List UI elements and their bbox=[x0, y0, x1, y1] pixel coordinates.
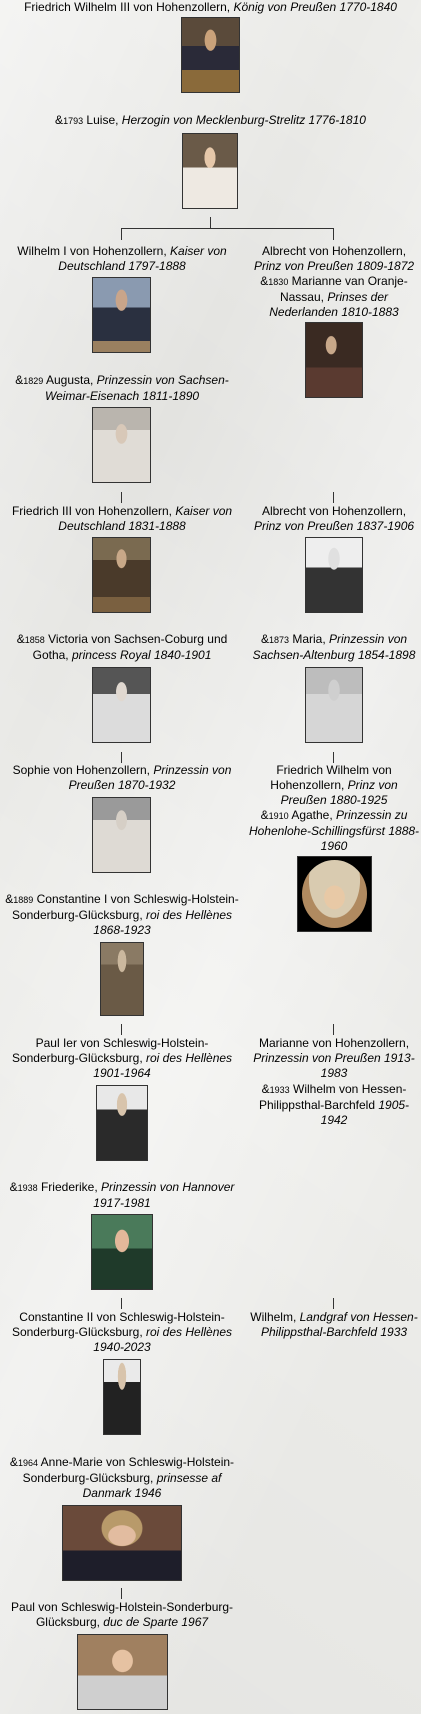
marriage-symbol: & bbox=[9, 1455, 18, 1469]
person-victoria[interactable] bbox=[6, 632, 238, 663]
person-title: Prinzessin von Hannover 1917-1981 bbox=[93, 1180, 235, 1210]
person-friedrich-wilhelm[interactable] bbox=[248, 763, 420, 808]
person-title: Prinzessin von Sachsen-Altenburg 1854-1898 bbox=[252, 632, 416, 662]
person-title: König von Preußen 1770-1840 bbox=[233, 0, 397, 14]
person-constantine-i[interactable] bbox=[0, 892, 244, 938]
person-name: Friederike, bbox=[37, 1180, 101, 1194]
person-name: Victoria von Sachsen-Coburg und Gotha, bbox=[32, 632, 228, 662]
marriage-symbol: & bbox=[15, 373, 24, 387]
person-title: Prinz von Preußen 1809-1872 bbox=[253, 259, 415, 273]
portrait-photo bbox=[100, 942, 144, 1016]
person-title: Prinzessin von Preußen 1870-1932 bbox=[68, 763, 232, 792]
tree-connector bbox=[121, 229, 122, 240]
person-name: Wilhelm, bbox=[250, 1310, 300, 1324]
person-sophie[interactable] bbox=[6, 763, 238, 793]
person-paul-i[interactable] bbox=[6, 1036, 238, 1081]
person-title: roi des Hellènes 1868-1923 bbox=[93, 908, 233, 937]
person-friedrich-iii[interactable] bbox=[6, 504, 238, 534]
person-name: Friedrich Wilhelm von Hohenzollern, bbox=[270, 763, 392, 792]
marriage-year: 1889 bbox=[13, 895, 34, 905]
marriage-symbol: & bbox=[260, 274, 269, 288]
person-marianne-oranje[interactable] bbox=[248, 274, 420, 320]
portrait-photo bbox=[96, 1085, 148, 1161]
tree-connector bbox=[121, 752, 122, 763]
person-augusta[interactable] bbox=[6, 373, 238, 404]
person-friedrich-wilhelm-iii[interactable] bbox=[8, 0, 413, 15]
tree-connector bbox=[121, 1024, 122, 1035]
marriage-year: 1873 bbox=[268, 635, 289, 645]
portrait-photo bbox=[92, 797, 151, 873]
person-name: Albrecht von Hohenzollern, bbox=[261, 504, 407, 518]
person-title: Landgraf von Hessen-Philippsthal-Barchfeld 1933 bbox=[260, 1310, 418, 1339]
person-marianne[interactable] bbox=[248, 1036, 420, 1081]
person-name: Wilhelm von Hessen-Philippsthal-Barchfeld bbox=[258, 1082, 407, 1112]
person-title: Prinzessin zu Hohenlohe-Schillingsfürst 1888-1960 bbox=[248, 808, 420, 853]
person-name: Friedrich Wilhelm III von Hohenzollern, bbox=[24, 0, 234, 14]
portrait-image-oval bbox=[302, 860, 367, 928]
portrait-photo bbox=[91, 1214, 153, 1290]
person-title: Kaiser von Deutschland 1797-1888 bbox=[58, 244, 227, 273]
person-title: 1905-1942 bbox=[320, 1098, 410, 1127]
marriage-symbol: & bbox=[261, 1082, 270, 1096]
portrait-photo bbox=[305, 322, 363, 398]
portrait-photo bbox=[305, 667, 363, 743]
portrait-photo bbox=[77, 1634, 168, 1710]
tree-connector bbox=[121, 1298, 122, 1309]
person-name: Luise, bbox=[83, 113, 122, 127]
person-name: Constantine II von Schleswig-Holstein-Sonderburg-Glücksburg, bbox=[11, 1310, 225, 1339]
person-title: roi des Hellènes 1901-1964 bbox=[93, 1051, 233, 1080]
person-title: princess Royal 1840-1901 bbox=[71, 648, 212, 662]
person-name: Agathe, bbox=[288, 808, 337, 822]
person-name: Albrecht von Hohenzollern, bbox=[261, 244, 407, 258]
marriage-year: 1964 bbox=[17, 1458, 38, 1468]
marriage-year: 1938 bbox=[17, 1183, 38, 1193]
person-name: Marianne von Hohenzollern, bbox=[258, 1036, 410, 1050]
marriage-year: 1793 bbox=[63, 116, 84, 126]
marriage-symbol: & bbox=[55, 113, 64, 127]
tree-branch-line bbox=[121, 228, 334, 229]
marriage-symbol: & bbox=[5, 892, 14, 906]
portrait-photo bbox=[182, 133, 238, 209]
tree-connector bbox=[121, 1588, 122, 1599]
marriage-year: 1829 bbox=[23, 376, 44, 386]
person-name: Marianne van Oranje-Nassau, bbox=[279, 274, 408, 304]
person-title: Prinz von Preußen 1880-1925 bbox=[280, 778, 398, 807]
person-name: Friedrich III von Hohenzollern, bbox=[11, 504, 176, 518]
person-title: Prinzessin von Preußen 1913-1983 bbox=[253, 1051, 415, 1080]
person-title: Prinses der Nederlanden 1810-1883 bbox=[269, 290, 399, 319]
person-name: Maria, bbox=[288, 632, 329, 646]
person-albrecht[interactable] bbox=[248, 244, 420, 274]
tree-connector bbox=[333, 229, 334, 240]
marriage-symbol: & bbox=[260, 808, 269, 822]
portrait-photo bbox=[305, 537, 363, 613]
person-paul[interactable] bbox=[6, 1600, 238, 1630]
marriage-year: 1933 bbox=[269, 1085, 290, 1095]
portrait-photo bbox=[181, 17, 240, 93]
person-wilhelm-i[interactable] bbox=[6, 244, 238, 274]
person-albrecht-jr[interactable] bbox=[248, 504, 420, 534]
person-title: roi des Hellènes 1940-2023 bbox=[93, 1325, 233, 1354]
person-constantine-ii[interactable] bbox=[6, 1310, 238, 1355]
person-wilhelm-landgraf[interactable] bbox=[248, 1310, 420, 1340]
tree-connector bbox=[333, 1298, 334, 1309]
tree-connector bbox=[210, 217, 211, 228]
portrait-photo bbox=[103, 1359, 141, 1435]
portrait-photo bbox=[92, 407, 151, 483]
tree-connector bbox=[333, 1024, 334, 1035]
person-name: Paul Ier von Schleswig-Holstein-Sonderburg-Glücksburg, bbox=[11, 1036, 209, 1065]
person-name: Sophie von Hohenzollern, bbox=[12, 763, 154, 777]
marriage-year: 1830 bbox=[268, 277, 289, 287]
person-title: prinsesse af Danmark 1946 bbox=[82, 1471, 222, 1500]
marriage-symbol: & bbox=[16, 632, 25, 646]
person-title: Prinzessin von Sachsen-Weimar-Eisenach 1811-1890 bbox=[44, 373, 229, 403]
person-wilhelm-hessen[interactable] bbox=[248, 1082, 420, 1128]
portrait-photo bbox=[92, 277, 151, 353]
marriage-year: 1858 bbox=[24, 635, 45, 645]
portrait-photo bbox=[92, 537, 151, 613]
tree-connector bbox=[121, 492, 122, 503]
person-maria[interactable] bbox=[248, 632, 420, 663]
person-title: duc de Sparte 1967 bbox=[103, 1615, 209, 1629]
person-friederike[interactable] bbox=[6, 1180, 238, 1211]
person-name: Anne-Marie von Schleswig-Holstein-Sonderburg-Glücksburg, bbox=[22, 1455, 235, 1485]
person-title: Herzogin von Mecklenburg-Strelitz 1776-1810 bbox=[121, 113, 366, 127]
person-luise[interactable] bbox=[8, 113, 413, 129]
person-anne-marie[interactable] bbox=[6, 1455, 238, 1501]
person-name: Augusta, bbox=[43, 373, 97, 387]
portrait-photo bbox=[297, 856, 372, 932]
portrait-photo bbox=[62, 1505, 182, 1581]
person-title: Prinz von Preußen 1837-1906 bbox=[253, 519, 415, 533]
tree-connector bbox=[333, 752, 334, 763]
marriage-year: 1910 bbox=[268, 811, 289, 821]
person-name: Paul von Schleswig-Holstein-Sonderburg-Glücksburg, bbox=[10, 1600, 234, 1629]
tree-connector bbox=[333, 492, 334, 503]
marriage-symbol: & bbox=[260, 632, 269, 646]
person-title: Kaiser von Deutschland 1831-1888 bbox=[58, 504, 233, 533]
person-agathe[interactable] bbox=[248, 808, 420, 854]
person-name: Constantine I von Schleswig-Holstein-Sonderburg-Glücksburg, bbox=[11, 892, 239, 922]
marriage-symbol: & bbox=[9, 1180, 18, 1194]
person-name: Wilhelm I von Hohenzollern, bbox=[17, 244, 171, 258]
portrait-photo bbox=[92, 667, 151, 743]
